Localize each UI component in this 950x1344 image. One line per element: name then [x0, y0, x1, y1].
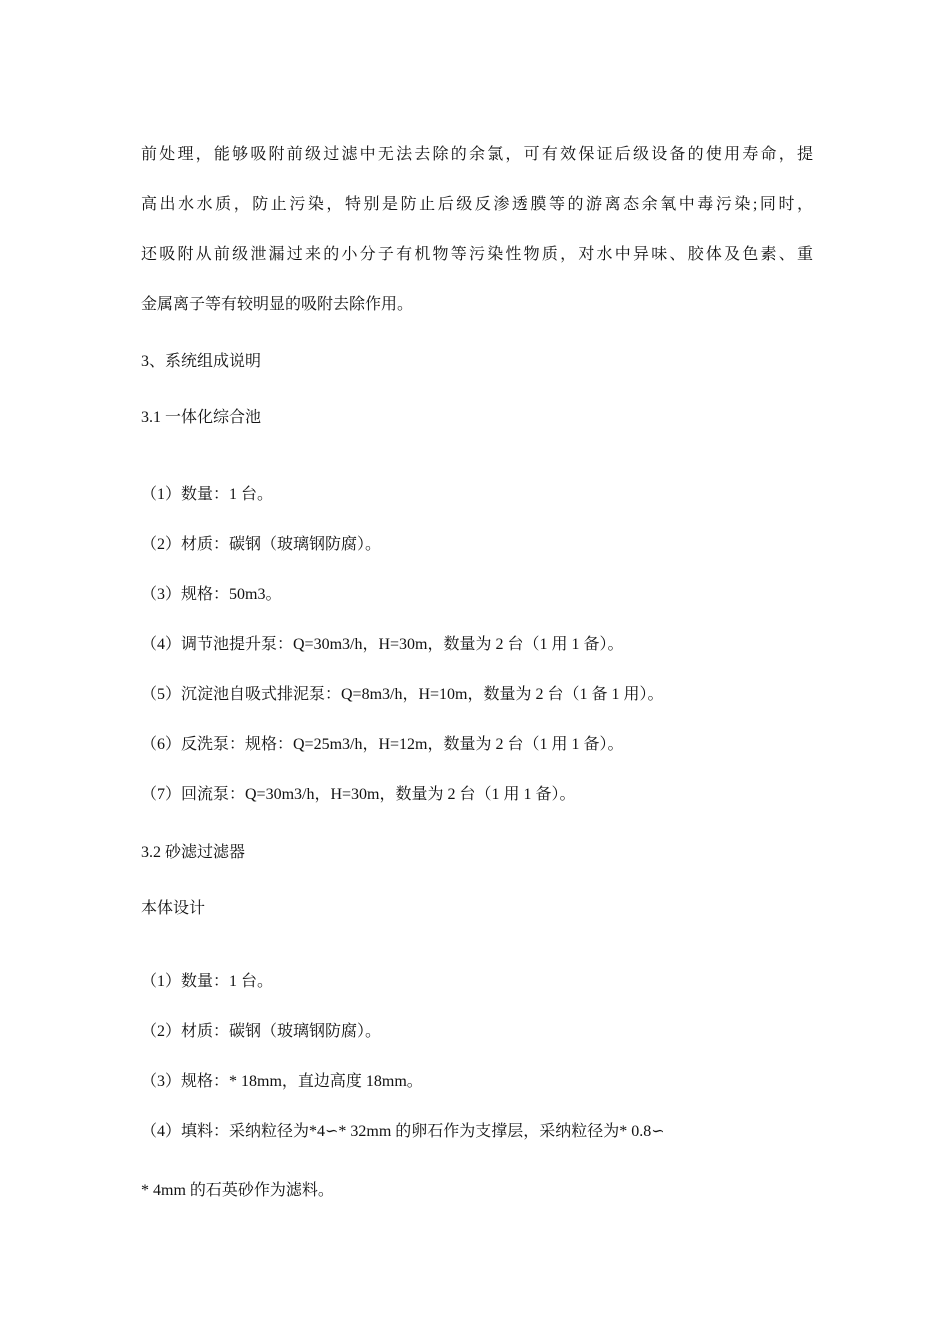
section-3-2-item-4: （4）填料：采纳粒径为*4∽* 32mm 的卵石作为支撑层，采纳粒径为* 0.8∽	[141, 1123, 665, 1140]
section-3-2-subheading: 本体设计	[141, 900, 206, 917]
section-3-1-item-2: （2）材质：碳钢（玻璃钢防腐）。	[141, 536, 382, 553]
paragraph-line-1: 前处理，能够吸附前级过滤中无法去除的余氯，可有效保证后级设备的使用寿命，提	[141, 146, 813, 163]
section-3-heading: 3、系统组成说明	[141, 353, 262, 370]
section-3-1-item-3: （3）规格：50m3。	[141, 586, 282, 603]
section-3-1-heading: 3.1 一体化综合池	[141, 409, 262, 426]
section-3-1-item-7: （7）回流泵：Q=30m3/h，H=30m，数量为 2 台（1 用 1 备）。	[141, 786, 576, 803]
section-3-2-item-2: （2）材质：碳钢（玻璃钢防腐）。	[141, 1023, 382, 1040]
section-3-1-item-5: （5）沉淀池自吸式排泥泵：Q=8m3/h，H=10m，数量为 2 台（1 备 1 用）。	[141, 686, 664, 703]
paragraph-line-3: 还吸附从前级泄漏过来的小分子有机物等污染性物质，对水中异味、胶体及色素、重	[141, 246, 813, 263]
paragraph-line-4: 金属离子等有较明显的吸附去除作用。	[141, 296, 414, 313]
section-3-1-item-1: （1）数量：1 台。	[141, 486, 274, 503]
section-3-2-item-4-continued: * 4mm 的石英砂作为滤料。	[141, 1182, 334, 1199]
paragraph-line-2: 高出水水质，防止污染，特别是防止后级反渗透膜等的游离态余氧中毒污染;同时，	[141, 196, 813, 213]
section-3-1-item-4: （4）调节池提升泵：Q=30m3/h，H=30m，数量为 2 台（1 用 1 备）。	[141, 636, 624, 653]
section-3-2-item-1: （1）数量：1 台。	[141, 973, 274, 990]
section-3-2-item-3: （3）规格：* 18mm，直边高度 18mm。	[141, 1073, 423, 1090]
section-3-1-item-6: （6）反洗泵：规格：Q=25m3/h，H=12m，数量为 2 台（1 用 1 备）。	[141, 736, 624, 753]
section-3-2-heading: 3.2 砂滤过滤器	[141, 844, 246, 861]
